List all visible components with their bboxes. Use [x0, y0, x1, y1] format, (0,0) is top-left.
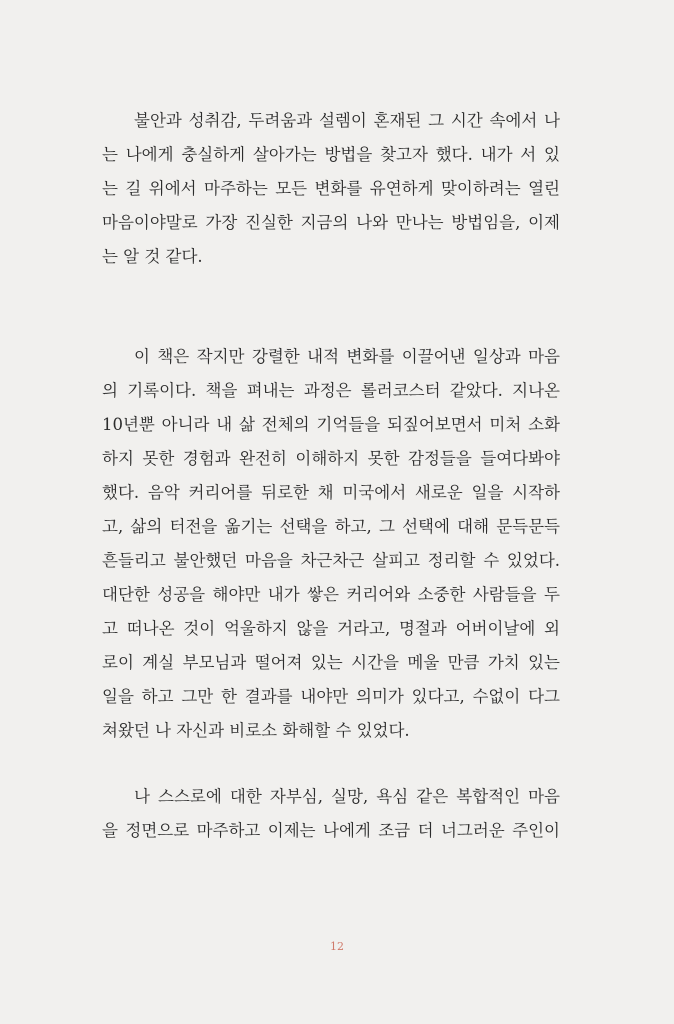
paragraph-2 [102, 340, 560, 748]
text-line: 는 길 위에서 마주하는 모든 변화를 유연하게 맞이하려는 열린 [102, 179, 560, 198]
text-line: 는 알 것 같다. [102, 247, 203, 266]
text-line: 는 나에게 충실하게 살아가는 방법을 찾고자 했다. 내가 서 있 [102, 145, 560, 164]
text-line: 로이 계실 부모님과 떨어져 있는 시간을 메울 만큼 가치 있는 [102, 653, 560, 672]
paragraph-1 [102, 104, 560, 274]
text-line: 일을 하고 그만 한 결과를 내야만 의미가 있다고, 수없이 다그 [102, 687, 560, 706]
page-number: 12 [330, 940, 344, 953]
text-line: 고 떠나온 것이 억울하지 않을 거라고, 명절과 어버이날에 외 [102, 619, 560, 638]
paragraph-3 [102, 780, 560, 848]
text-line: 나 스스로에 대한 자부심, 실망, 욕심 같은 복합적인 마음 [134, 787, 560, 806]
text-line: 을 정면으로 마주하고 이제는 나에게 조금 더 너그러운 주인이 [102, 821, 560, 840]
text-line: 쳐왔던 나 자신과 비로소 화해할 수 있었다. [102, 721, 410, 740]
text-line: 의 기록이다. 책을 펴내는 과정은 롤러코스터 같았다. 지나온 [102, 381, 560, 400]
text-line: 흔들리고 불안했던 마음을 차근차근 살피고 정리할 수 있었다. [102, 551, 560, 570]
text-line: 불안과 성취감, 두려움과 설렘이 혼재된 그 시간 속에서 나 [134, 111, 560, 130]
text-line: 10년뿐 아니라 내 삶 전체의 기억들을 되짚어보면서 미처 소화 [102, 415, 560, 434]
text-line: 고, 삶의 터전을 옮기는 선택을 하고, 그 선택에 대해 문득문득 [102, 517, 560, 536]
text-line: 하지 못한 경험과 완전히 이해하지 못한 감정들을 들여다봐야 [102, 449, 560, 468]
text-line: 이 책은 작지만 강렬한 내적 변화를 이끌어낸 일상과 마음 [134, 347, 560, 366]
text-line: 마음이야말로 가장 진실한 지금의 나와 만나는 방법임을, 이제 [102, 213, 560, 232]
text-line: 대단한 성공을 해야만 내가 쌓은 커리어와 소중한 사람들을 두 [102, 585, 560, 604]
text-line: 했다. 음악 커리어를 뒤로한 채 미국에서 새로운 일을 시작하 [102, 483, 560, 502]
